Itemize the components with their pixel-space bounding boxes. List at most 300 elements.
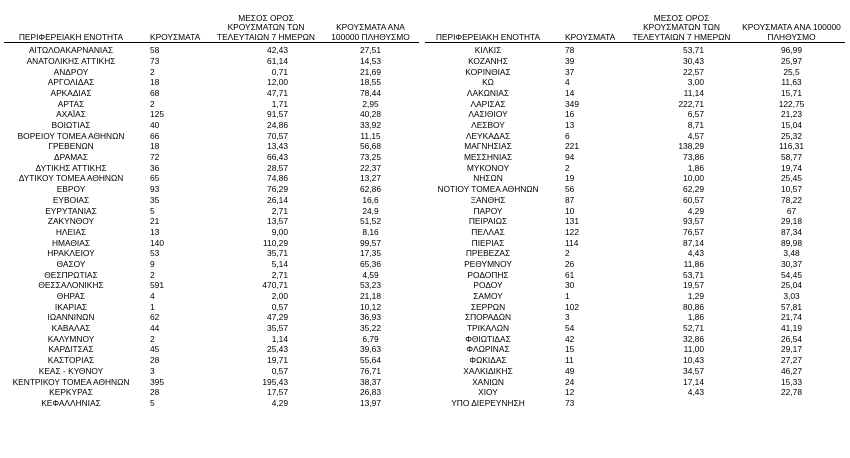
table-row (4, 163, 419, 174)
avg-cell: 4,57 (687, 130, 704, 141)
region-cell: ΚΕΑΣ - ΚΥΘΝΟΥ (38, 365, 104, 376)
cases-cell: 3 (150, 365, 155, 376)
table-row (4, 109, 419, 120)
region-cell: ΔΥΤΙΚΗΣ ΑΤΤΙΚΗΣ (35, 162, 107, 173)
cases-cell: 30 (565, 280, 575, 291)
rate-cell: 27,27 (781, 355, 802, 366)
region-cell: ΒΟΡΕΙΟΥ ΤΟΜΕΑ ΑΘΗΝΩΝ (17, 130, 125, 141)
region-cell: ΕΥΡΥΤΑΝΙΑΣ (45, 205, 97, 216)
region-cell: ΘΕΣΣΑΛΟΝΙΚΗΣ (38, 280, 104, 291)
cases-cell: 21 (150, 216, 160, 227)
rate-cell: 99,57 (360, 237, 381, 248)
avg-cell: 13,57 (267, 216, 288, 227)
cases-cell: 19 (565, 173, 575, 184)
cases-cell: 65 (150, 173, 160, 184)
rate-cell: 51,52 (360, 216, 381, 227)
table-row (425, 216, 845, 227)
avg-cell: 4,43 (687, 387, 704, 398)
cases-cell: 2 (565, 162, 570, 173)
cases-cell: 49 (565, 365, 575, 376)
rate-cell: 78,44 (360, 87, 381, 98)
region-cell: ΗΡΑΚΛΕΙΟΥ (47, 248, 95, 259)
avg-cell: 4,29 (271, 397, 288, 408)
avg-cell: 2,71 (271, 269, 288, 280)
cases-cell: 6 (565, 130, 570, 141)
cases-cell: 140 (150, 237, 164, 248)
region-cell: ΝΟΤΙΟΥ ΤΟΜΕΑ ΑΘΗΝΩΝ (437, 184, 539, 195)
cases-cell: 10 (565, 205, 575, 216)
cases-cell: 221 (565, 141, 579, 152)
region-cell: ΚΟΡΙΝΘΙΑΣ (465, 66, 511, 77)
region-cell: ΛΑΡΙΣΑΣ (470, 98, 506, 109)
rate-cell: 46,27 (781, 365, 802, 376)
avg-cell: 26,14 (267, 194, 288, 205)
avg-cell: 110,29 (263, 237, 288, 248)
cases-cell: 37 (565, 66, 575, 77)
avg-cell (625, 398, 738, 409)
table-row (4, 323, 419, 334)
rate-cell: 11,15 (360, 130, 381, 141)
avg-cell: 74,86 (267, 173, 288, 184)
table-row (425, 237, 845, 248)
cases-cell: 72 (150, 152, 160, 163)
region-cell: ΦΩΚΙΔΑΣ (469, 355, 507, 366)
rate-cell: 25,97 (781, 55, 802, 66)
table-row (4, 152, 419, 163)
region-cell: ΡΕΘΥΜΝΟΥ (464, 258, 512, 269)
region-cell: ΚΑΣΤΟΡΙΑΣ (47, 355, 95, 366)
region-cell: ΑΡΤΑΣ (57, 98, 85, 109)
avg-cell: 52,71 (683, 323, 704, 334)
avg-cell: 22,57 (683, 66, 704, 77)
cases-cell: 349 (565, 98, 579, 109)
cases-cell: 61 (565, 269, 575, 280)
avg-cell: 30,43 (683, 55, 704, 66)
rate-cell: 25,45 (781, 173, 802, 184)
table-row (4, 344, 419, 355)
table-row (4, 280, 419, 291)
cases-cell: 26 (565, 258, 575, 269)
avg-cell: 32,86 (683, 333, 704, 344)
region-cell: ΔΥΤΙΚΟΥ ΤΟΜΕΑ ΑΘΗΝΩΝ (18, 173, 124, 184)
region-cell: ΑΝΔΡΟΥ (53, 66, 89, 77)
rate-cell: 41,19 (781, 323, 802, 334)
region-cell: ΠΡΕΒΕΖΑΣ (465, 248, 511, 259)
table-row (425, 259, 845, 270)
avg-cell: 70,57 (267, 130, 288, 141)
cases-cell: 13 (565, 120, 575, 131)
cases-cell: 18 (150, 77, 160, 88)
avg-cell: 6,57 (687, 109, 704, 120)
cases-cell: 102 (565, 301, 579, 312)
table-row (4, 387, 419, 398)
cases-cell: 125 (150, 109, 164, 120)
table-row (425, 302, 845, 313)
rate-cell: 39,63 (360, 344, 381, 355)
avg-cell: 28,57 (267, 162, 288, 173)
avg-cell: 222,71 (678, 98, 704, 109)
table-row (425, 184, 845, 195)
avg-cell: 1,71 (271, 98, 288, 109)
header-row (4, 4, 419, 43)
rate-cell: 21,69 (360, 66, 381, 77)
region-cell: ΠΕΙΡΑΙΩΣ (468, 216, 508, 227)
rate-cell: 13,97 (360, 397, 381, 408)
region-cell: ΚΕΦΑΛΛΗΝΙΑΣ (41, 397, 101, 408)
cases-cell: 2 (150, 269, 155, 280)
table-row (425, 77, 845, 88)
avg-cell: 12,00 (267, 77, 288, 88)
avg-cell: 13,43 (267, 141, 288, 152)
rate-cell: 25,5 (783, 66, 800, 77)
region-cell: ΓΡΕΒΕΝΩΝ (48, 141, 94, 152)
rate-cell: 26,83 (360, 387, 381, 398)
rate-cell: 11,63 (781, 77, 802, 88)
header-rate: ΚΡΟΥΣΜΑΤΑ ΑΝΑ 100000 ΠΛΗΘΥΣΜΟ (742, 22, 841, 42)
table-row (4, 205, 419, 216)
table-row (425, 195, 845, 206)
rate-cell: 73,25 (360, 152, 381, 163)
table-row (4, 334, 419, 345)
table-row (425, 43, 845, 56)
cases-cell: 62 (150, 312, 160, 323)
avg-cell: 73,86 (683, 152, 704, 163)
table-row (4, 43, 419, 56)
region-cell: ΒΟΙΩΤΙΑΣ (51, 120, 91, 131)
avg-cell: 25,43 (267, 344, 288, 355)
avg-cell: 8,71 (687, 120, 704, 131)
rate-cell: 3,48 (783, 248, 800, 259)
table-row (425, 355, 845, 366)
rate-cell: 19,74 (781, 162, 802, 173)
rate-cell: 116,31 (779, 141, 804, 152)
region-cell: ΠΑΡΟΥ (473, 205, 503, 216)
rate-cell: 29,17 (781, 344, 802, 355)
header-cases: ΚΡΟΥΣΜΑΤΑ (565, 31, 616, 42)
cases-cell: 395 (150, 376, 164, 387)
region-cell: ΣΑΜΟΥ (473, 291, 503, 302)
table-row (425, 312, 845, 323)
cases-cell: 591 (150, 280, 164, 291)
rate-cell: 21,18 (360, 291, 381, 302)
table-row (425, 98, 845, 109)
table-row (4, 269, 419, 280)
region-cell: ΔΡΑΜΑΣ (54, 152, 88, 163)
table-row (425, 398, 845, 409)
table-row (425, 387, 845, 398)
table-row (425, 366, 845, 377)
left-table-body (4, 43, 419, 409)
cases-cell: 44 (150, 323, 160, 334)
rate-cell: 10,57 (781, 184, 802, 195)
table-row (4, 88, 419, 99)
rate-cell: 25,04 (781, 280, 802, 291)
table-row (425, 141, 845, 152)
region-cell: ΧΙΟΥ (478, 387, 498, 398)
rate-cell: 3,03 (783, 291, 800, 302)
table-row (425, 376, 845, 387)
table-row (4, 195, 419, 206)
rate-cell: 58,77 (781, 152, 802, 163)
region-cell: ΚΑΛΥΜΝΟΥ (47, 333, 95, 344)
table-row (4, 291, 419, 302)
rate-cell: 76,71 (360, 365, 381, 376)
table-row (425, 163, 845, 174)
avg-cell: 1,29 (687, 291, 704, 302)
table-row (4, 216, 419, 227)
cases-cell: 1 (150, 301, 155, 312)
cases-cell: 5 (150, 205, 155, 216)
table-row (4, 141, 419, 152)
cases-cell: 4 (150, 291, 155, 302)
region-cell: ΖΑΚΥΝΘΟΥ (47, 216, 95, 227)
region-cell: ΧΑΝΙΩΝ (472, 376, 504, 387)
header-region: ΠΕΡΙΦΕΡΕΙΑΚΗ ΕΝΟΤΗΤΑ (435, 31, 541, 42)
cases-cell: 2 (150, 333, 155, 344)
cases-cell: 56 (565, 184, 575, 195)
region-cell: ΞΑΝΘΗΣ (470, 194, 506, 205)
rate-cell: 15,04 (781, 120, 802, 131)
avg-cell: 2,00 (271, 291, 288, 302)
avg-cell: 11,86 (683, 258, 704, 269)
cases-cell: 36 (150, 162, 160, 173)
right-table-body (425, 43, 845, 409)
region-cell: ΝΗΣΩΝ (473, 173, 503, 184)
table-row (425, 120, 845, 131)
cases-cell: 68 (150, 87, 160, 98)
table-row (4, 376, 419, 387)
avg-cell: 35,71 (267, 248, 288, 259)
region-cell: ΣΠΟΡΑΔΩΝ (464, 312, 512, 323)
rate-cell: 16,6 (362, 194, 379, 205)
cases-cell: 14 (565, 87, 575, 98)
cases-cell: 13 (150, 226, 160, 237)
region-cell: ΥΠΟ ΔΙΕΡΕΥΝΗΣΗ (451, 397, 525, 408)
region-cell: ΕΥΒΟΙΑΣ (52, 194, 90, 205)
cases-cell: 73 (565, 397, 575, 408)
rate-cell: 14,53 (360, 55, 381, 66)
cases-cell: 66 (150, 130, 160, 141)
region-cell: ΘΑΣΟΥ (56, 258, 86, 269)
rate-cell: 89,98 (781, 237, 802, 248)
avg-cell: 17,57 (267, 387, 288, 398)
avg-cell: 10,43 (683, 355, 704, 366)
avg-cell: 91,57 (267, 109, 288, 120)
avg-cell: 61,14 (267, 55, 288, 66)
cases-cell: 5 (150, 397, 155, 408)
table-row (4, 312, 419, 323)
rate-cell: 17,35 (360, 248, 381, 259)
avg-cell: 76,57 (683, 226, 704, 237)
avg-cell: 3,00 (687, 77, 704, 88)
region-cell: ΛΑΣΙΘΙΟΥ (468, 109, 508, 120)
rate-cell: 87,34 (781, 226, 802, 237)
region-cell: ΑΙΤΩΛΟΑΚΑΡΝΑΝΙΑΣ (28, 45, 114, 56)
rate-cell: 29,18 (781, 216, 802, 227)
avg-cell: 5,14 (271, 258, 288, 269)
rate-cell: 78,22 (781, 194, 802, 205)
avg-cell: 4,43 (687, 248, 704, 259)
rate-cell: 13,27 (360, 173, 381, 184)
rate-cell: 21,74 (781, 312, 802, 323)
table-row (425, 291, 845, 302)
table-row (425, 152, 845, 163)
region-cell: ΙΩΑΝΝΙΝΩΝ (47, 312, 95, 323)
table-row (4, 56, 419, 67)
avg-cell: 76,29 (267, 184, 288, 195)
rate-cell: 40,28 (360, 109, 381, 120)
region-cell: ΜΑΓΝΗΣΙΑΣ (464, 141, 512, 152)
avg-cell: 195,43 (262, 376, 288, 387)
avg-cell: 87,14 (683, 237, 704, 248)
table-row (425, 205, 845, 216)
avg-cell: 34,57 (683, 365, 704, 376)
table-row (4, 259, 419, 270)
rate-cell: 2,95 (362, 98, 379, 109)
rate-cell: 54,45 (781, 269, 802, 280)
region-cell: ΚΕΝΤΡΙΚΟΥ ΤΟΜΕΑ ΑΘΗΝΩΝ (12, 376, 130, 387)
rate-cell: 22,78 (781, 387, 802, 398)
cases-cell: 2 (150, 66, 155, 77)
cases-cell: 2 (565, 248, 570, 259)
cases-cell: 73 (150, 55, 160, 66)
cases-cell: 18 (150, 141, 160, 152)
header-avg: ΜΕΣΟΣ ΟΡΟΣ ΚΡΟΥΣΜΑΤΩΝ ΤΩΝ ΤΕΛΕΥΤΑΙΩΝ 7 ΗΜΕΡΩΝ (632, 12, 731, 42)
region-cell: ΚΑΒΑΛΑΣ (51, 323, 91, 334)
cases-cell: 2 (150, 98, 155, 109)
avg-cell: 19,71 (267, 355, 288, 366)
table-row (4, 398, 419, 409)
table-row (4, 131, 419, 142)
cases-cell: 11 (565, 355, 574, 366)
avg-cell: 0,57 (271, 365, 288, 376)
rate-cell: 56,68 (360, 141, 381, 152)
cases-cell: 35 (150, 194, 160, 205)
avg-cell: 138,29 (678, 141, 704, 152)
table-row (425, 269, 845, 280)
avg-cell: 17,14 (683, 376, 704, 387)
table-row (425, 227, 845, 238)
rate-cell: 24,9 (362, 205, 379, 216)
table-row (4, 66, 419, 77)
avg-cell: 24,86 (267, 120, 288, 131)
cases-cell: 87 (565, 194, 575, 205)
avg-cell: 11,14 (683, 87, 704, 98)
table-row (425, 66, 845, 77)
cases-cell: 15 (565, 344, 575, 355)
rate-cell (738, 398, 845, 409)
cases-cell: 16 (565, 109, 575, 120)
region-cell: ΑΝΑΤΟΛΙΚΗΣ ΑΤΤΙΚΗΣ (26, 55, 116, 66)
avg-cell: 47,71 (267, 87, 288, 98)
table-row (4, 77, 419, 88)
cases-cell: 24 (565, 376, 575, 387)
avg-cell: 42,43 (267, 45, 288, 56)
avg-cell: 11,00 (683, 344, 704, 355)
table-row (425, 88, 845, 99)
region-cell: ΗΜΑΘΙΑΣ (51, 237, 91, 248)
cases-cell: 78 (565, 45, 575, 56)
rate-cell: 4,59 (362, 269, 379, 280)
region-cell: ΜΥΚΟΝΟΥ (466, 162, 510, 173)
table-row (425, 248, 845, 259)
avg-cell: 19,57 (683, 280, 704, 291)
avg-cell: 1,14 (271, 333, 288, 344)
rate-cell: 22,37 (360, 162, 381, 173)
table-row (4, 227, 419, 238)
rate-cell: 57,81 (781, 301, 802, 312)
region-cell: ΠΙΕΡΙΑΣ (471, 237, 505, 248)
region-cell: ΦΛΩΡΙΝΑΣ (466, 344, 510, 355)
avg-cell: 0,57 (271, 301, 288, 312)
avg-cell: 60,57 (683, 194, 704, 205)
header-row (425, 4, 845, 43)
avg-cell: 2,71 (271, 205, 288, 216)
header-rate: ΚΡΟΥΣΜΑΤΑ ΑΝΑ 100000 ΠΛΗΘΥΣΜΟ (331, 22, 410, 42)
region-cell: ΑΧΑΪΑΣ (56, 109, 86, 120)
rate-cell: 96,99 (781, 45, 802, 56)
rate-cell: 18,55 (360, 77, 381, 88)
cases-cell: 28 (150, 355, 160, 366)
region-cell: ΑΡΚΑΔΙΑΣ (50, 87, 92, 98)
table-row (425, 56, 845, 67)
region-cell: ΡΟΔΟΥ (473, 280, 503, 291)
avg-cell: 9,00 (271, 226, 288, 237)
cases-cell: 45 (150, 344, 160, 355)
table-row (425, 109, 845, 120)
rate-cell: 10,12 (360, 301, 381, 312)
avg-cell: 470,71 (262, 280, 288, 291)
region-cell: ΧΑΛΚΙΔΙΚΗΣ (463, 365, 513, 376)
region-cell: ΙΚΑΡΙΑΣ (54, 301, 88, 312)
table-row (425, 280, 845, 291)
cases-cell: 9 (150, 258, 155, 269)
avg-cell: 10,00 (683, 173, 704, 184)
rate-cell: 36,93 (360, 312, 381, 323)
cases-cell: 94 (565, 152, 575, 163)
table-row (425, 323, 845, 334)
rate-cell: 35,22 (360, 323, 381, 334)
rate-cell: 65,36 (360, 258, 381, 269)
table-row (425, 344, 845, 355)
avg-cell: 62,29 (683, 184, 704, 195)
rate-cell: 55,64 (360, 355, 381, 366)
rate-cell: 25,32 (781, 130, 802, 141)
rate-cell: 122,75 (778, 98, 805, 109)
avg-cell: 80,86 (683, 301, 704, 312)
region-cell: ΣΕΡΡΩΝ (470, 301, 506, 312)
header-region: ΠΕΡΙΦΕΡΕΙΑΚΗ ΕΝΟΤΗΤΑ (18, 31, 124, 42)
region-cell: ΛΑΚΩΝΙΑΣ (466, 87, 510, 98)
region-cell: ΚΙΛΚΙΣ (474, 45, 502, 56)
table-row (425, 131, 845, 142)
cases-cell: 122 (565, 226, 579, 237)
table-row (4, 355, 419, 366)
avg-cell: 1,86 (687, 162, 704, 173)
region-cell: ΠΕΛΛΑΣ (471, 226, 505, 237)
table-row (4, 237, 419, 248)
rate-cell: 30,37 (781, 258, 802, 269)
cases-cell: 58 (150, 45, 160, 56)
rate-cell: 6,79 (362, 333, 379, 344)
cases-cell: 93 (150, 184, 160, 195)
cases-cell: 114 (565, 237, 579, 248)
region-cell: ΜΕΣΣΗΝΙΑΣ (463, 152, 513, 163)
avg-cell: 1,86 (687, 312, 704, 323)
avg-cell: 35,57 (267, 323, 288, 334)
rate-cell: 38,37 (360, 376, 381, 387)
region-cell: ΘΕΣΠΡΩΤΙΑΣ (44, 269, 98, 280)
